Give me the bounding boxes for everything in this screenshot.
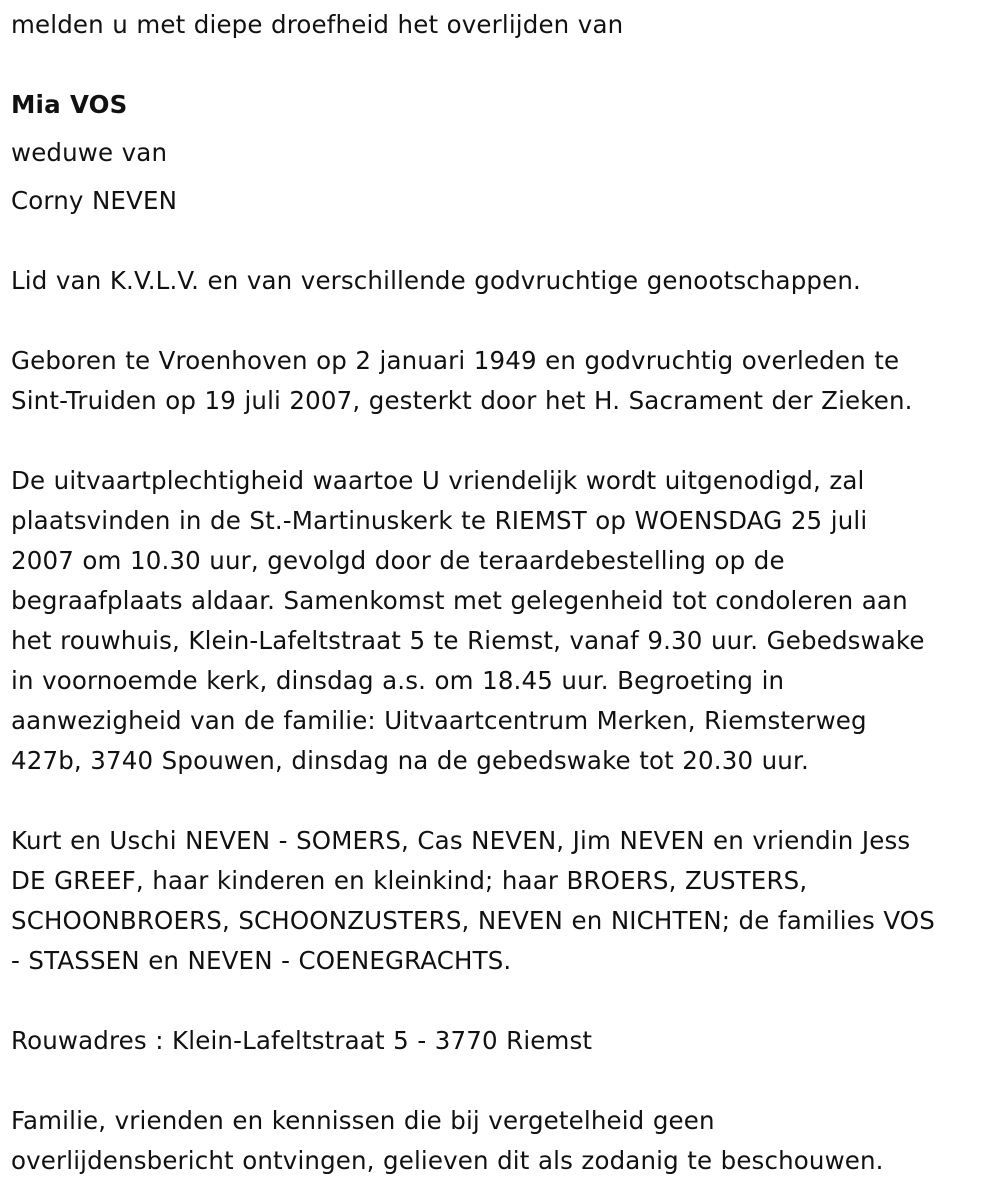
funeral-line-5: het rouwhuis, Klein-Lafeltstraat 5 te Riemst, vanaf 9.30 uur. Gebedswake	[11, 626, 925, 655]
funeral-line-8: 427b, 3740 Spouwen, dinsdag na de gebedswake tot 20.30 uur.	[11, 746, 809, 775]
funeral-line-7: aanwezigheid van de familie: Uitvaartcentrum Merken, Riemsterweg	[11, 706, 867, 735]
family-line-1: Kurt en Uschi NEVEN - SOMERS, Cas NEVEN, Jim NEVEN en vriendin Jess	[11, 826, 911, 855]
membership-text: Lid van K.V.L.V. en van verschillende godvruchtige genootschappen.	[11, 266, 861, 295]
funeral-line-2: plaatsvinden in de St.-Martinuskerk te RIEMST op WOENSDAG 25 juli	[11, 506, 868, 535]
mourning-address: Rouwadres : Klein-Lafeltstraat 5 - 3770 Riemst	[11, 1026, 593, 1055]
intro-text: melden u met diepe droefheid het overlijden van	[11, 10, 624, 39]
family-line-4: - STASSEN en NEVEN - COENEGRACHTS.	[11, 946, 512, 975]
relation-text: weduwe van	[11, 138, 168, 167]
funeral-line-3: 2007 om 10.30 uur, gevolgd door de teraardebestelling op de	[11, 546, 785, 575]
closing-line-2: overlijdensbericht ontvingen, gelieven dit als zodanig te beschouwen.	[11, 1146, 884, 1175]
spouse-name: Corny NEVEN	[11, 186, 178, 215]
family-line-2: DE GREEF, haar kinderen en kleinkind; haar BROERS, ZUSTERS,	[11, 866, 808, 895]
deceased-name: Mia VOS	[11, 90, 128, 119]
funeral-line-6: in voornoemde kerk, dinsdag a.s. om 18.45 uur. Begroeting in	[11, 666, 785, 695]
family-line-3: SCHOONBROERS, SCHOONZUSTERS, NEVEN en NICHTEN; de families VOS	[11, 906, 935, 935]
closing-line-1: Familie, vrienden en kennissen die bij vergetelheid geen	[11, 1106, 715, 1135]
birth-death-line-2: Sint-Truiden op 19 juli 2007, gesterkt door het H. Sacrament der Zieken.	[11, 386, 913, 415]
funeral-line-1: De uitvaartplechtigheid waartoe U vriendelijk wordt uitgenodigd, zal	[11, 466, 865, 495]
birth-death-line-1: Geboren te Vroenhoven op 2 januari 1949 en godvruchtig overleden te	[11, 346, 900, 375]
funeral-line-4: begraafplaats aldaar. Samenkomst met gelegenheid tot condoleren aan	[11, 586, 908, 615]
